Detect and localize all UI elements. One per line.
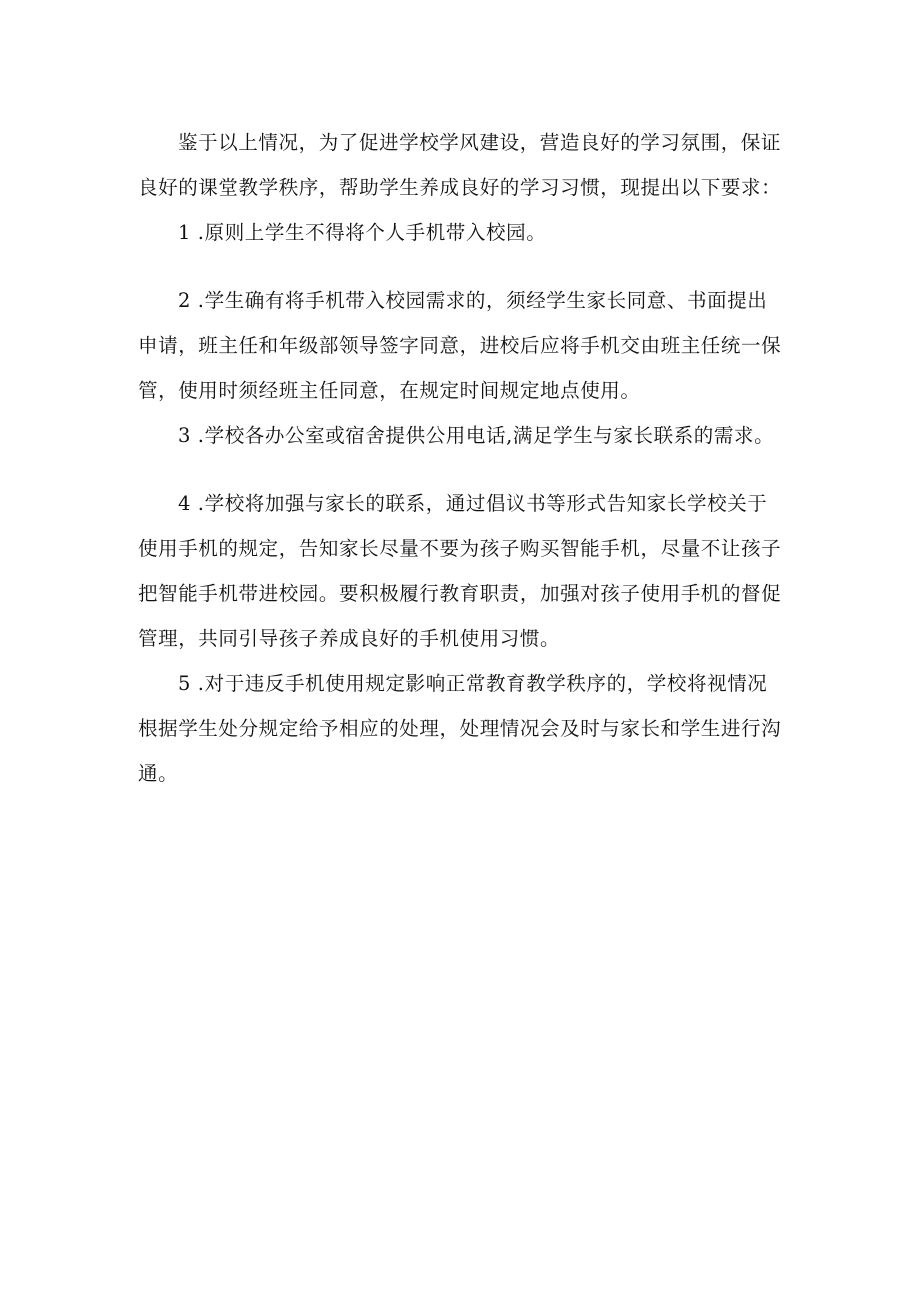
document-body (138, 120, 784, 796)
requirement-item-5: 5 .对于违反手机使用规定影响正常教育教学秩序的，学校将视情况根据学生处分规定给予相应的处理，处理情况会及时与家长和学生进行沟通。 (138, 672, 782, 785)
requirement-item-1: 1 .原则上学生不得将个人手机带入校园。 (178, 221, 547, 244)
requirement-item-4: 4 .学校将加强与家长的联系，通过倡议书等形式告知家长学校关于使用手机的规定，告知家长尽量不要为孩子购买智能手机，尽量不让孩子把智能手机带进校园。要积极履行教育职责，加强对孩子使用手机的督促管理，共同引导孩子养成良好的手机使用习惯。 (138, 492, 782, 650)
requirement-item-3: 3 .学校各办公室或宿舍提供公用电话,满足学生与家长联系的需求。 (178, 424, 775, 447)
intro-paragraph: 鉴于以上情况，为了促进学校学风建设，营造良好的学习氛围，保证良好的课堂教学秩序，帮助学生养成良好的学习习惯，现提出以下要求： (138, 131, 782, 199)
requirement-item-2: 2 .学生确有将手机带入校园需求的，须经学生家长同意、书面提出申请，班主任和年级部领导签字同意，进校后应将手机交由班主任统一保管，使用时须经班主任同意，在规定时间规定地点使用。 (138, 289, 782, 402)
